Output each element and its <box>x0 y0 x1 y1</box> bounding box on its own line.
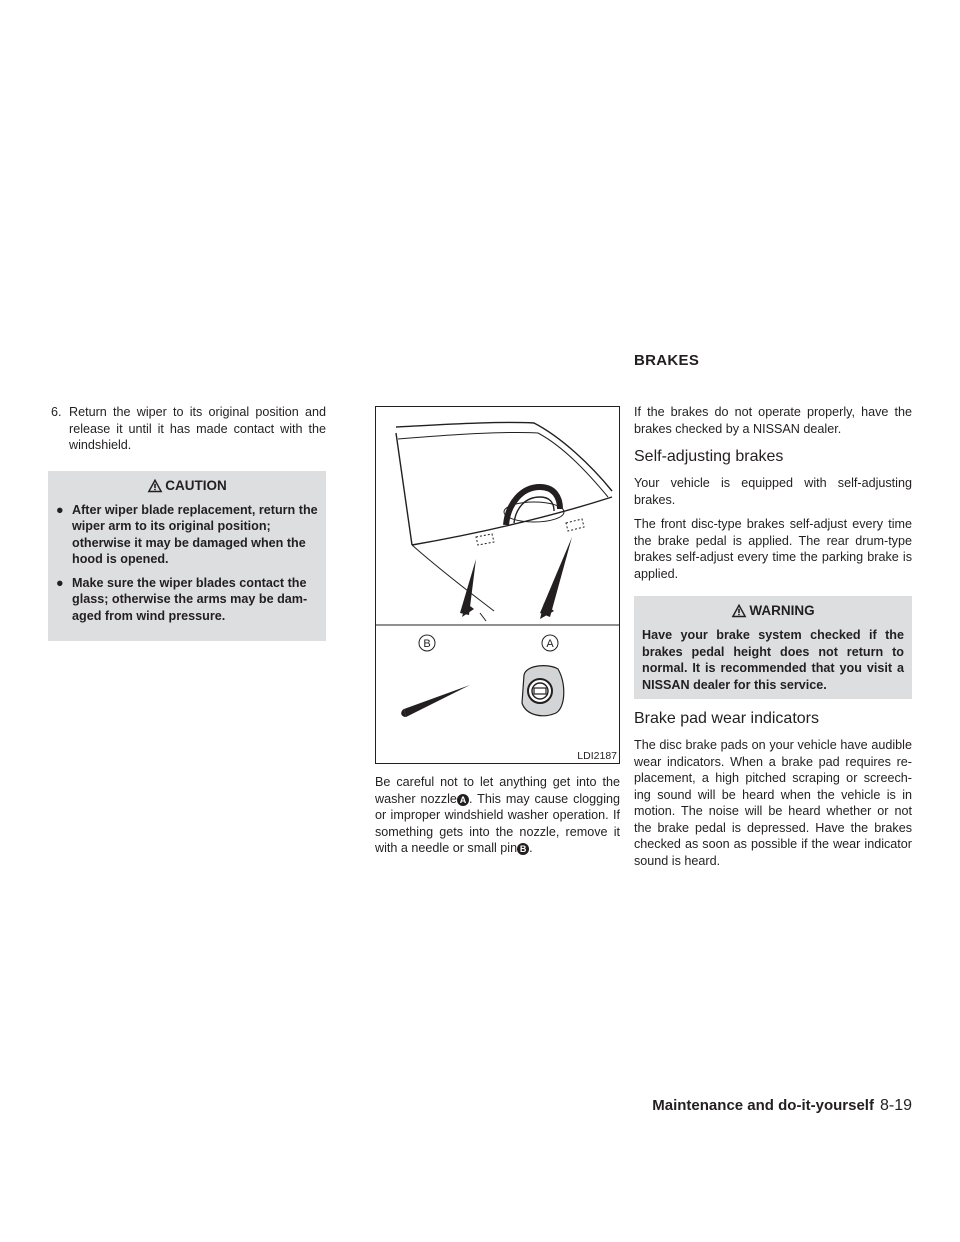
caution-heading-text: CAUTION <box>165 477 227 493</box>
step-number: 6. <box>51 405 62 419</box>
caution-icon <box>147 478 163 493</box>
warning-icon <box>731 603 747 618</box>
brake-pad-paragraph: The disc brake pads on your vehicle have audible wear indicators. When a brake pad requires re- placement, a high pitched scraping or screech- ing sound will be heard when the vehicle is in motion. The noise will be heard whether or not the brake pedal is depressed. Have the brakes checked as soon as possible if the wear indicator sound is heard. <box>634 738 912 868</box>
bullet-icon: ● <box>56 575 64 590</box>
page-number: 8-19 <box>879 1097 912 1114</box>
paragraph-part: . <box>529 841 533 855</box>
washer-nozzle-paragraph <box>375 774 620 857</box>
bullet-icon: ● <box>56 502 64 517</box>
label-a: A <box>546 638 554 650</box>
step-6 <box>48 404 326 454</box>
page-footer <box>652 1097 912 1115</box>
right-column <box>634 404 912 877</box>
chapter-title: Maintenance and do-it-yourself <box>652 1097 874 1114</box>
warning-box <box>634 596 912 699</box>
caution-heading <box>56 475 318 497</box>
washer-nozzle-illustration <box>376 407 619 763</box>
step-text: Return the wiper to its original position and release it until it has made contact with the windshield. <box>69 405 326 452</box>
heading-brake-pad: Brake pad wear indicators <box>634 710 819 727</box>
warning-text: Have your brake system checked if the brakes pedal height does not return to normal. It is recommended that you visit a NISSAN dealer for this service. <box>642 628 904 692</box>
marker-b-icon: B <box>517 843 529 855</box>
caution-list <box>56 502 318 625</box>
heading-self-adjusting: Self-adjusting brakes <box>634 448 784 465</box>
self-adjust-paragraph-1: Your vehicle is equipped with self-adjusting brakes. <box>634 476 912 507</box>
middle-column-text <box>375 774 620 865</box>
caution-item <box>56 575 318 625</box>
caution-item <box>56 502 318 568</box>
warning-heading-text: WARNING <box>749 603 815 618</box>
washer-nozzle-figure <box>375 406 620 764</box>
caution-item-text: After wiper blade replacement, return the wiper arm to its original position; otherwise it may be damaged when the hood is opened. <box>72 502 318 566</box>
label-b: B <box>423 638 431 650</box>
figure-code: LDI2187 <box>577 750 617 762</box>
brakes-intro: If the brakes do not operate properly, have the brakes checked by a NISSAN dealer. <box>634 405 912 436</box>
paragraph-part: . This may cause clogging or improper windshield washer operation. If something gets into the nozzle, remove it with a needle or small pin <box>375 791 620 855</box>
marker-a-icon: A <box>457 794 469 806</box>
left-column <box>48 404 326 641</box>
warning-heading <box>642 600 904 622</box>
caution-item-text: Make sure the wiper blades contact the glass; otherwise the arms may be dam- aged from wind pressure. <box>72 575 308 623</box>
self-adjust-paragraph-2: The front disc-type brakes self-adjust every time the brake pedal is applied. The rear drum-type brakes self-adjust every time the parking brake is applied. <box>634 517 912 581</box>
section-title: BRAKES <box>634 352 700 369</box>
caution-box <box>48 471 326 642</box>
paragraph-part: Be careful not to let anything get into the washer nozzle <box>375 775 620 806</box>
